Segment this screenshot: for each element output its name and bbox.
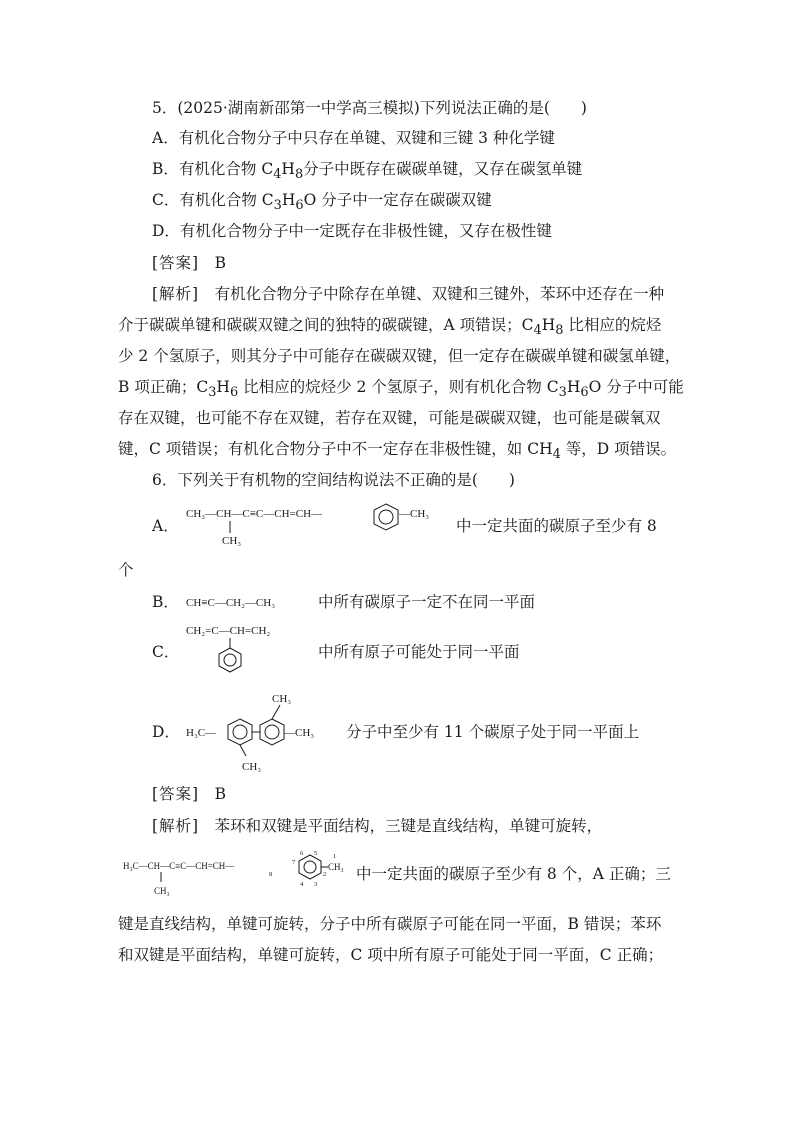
q5-analysis-line-6: 键，C 项错误；有机化合物分子中不一定存在非极性键，如 $CH_4$ 等，D 项错误。 [118, 440, 677, 463]
q6-option-d-text: 分子中至少有 11 个碳原子处于同一平面上 [346, 723, 640, 741]
q5-option-a: A．有机化合物分子中只存在单键、双键和三键 3 种化学键 [152, 129, 555, 147]
formula-a-structure [186, 500, 451, 550]
q6-analysis-line-1: [解析] 苯环和双键是平面结构，三键是直线结构，单键可旋转， [152, 817, 603, 835]
q5-analysis-line-4: B 项正确；$C_3H_6$ 比相应的烷烃少 2 个氢原子，则有机化合物 $C_3H_6O$ 分子中可能 [118, 378, 684, 401]
atom-number-8: 8 [269, 871, 273, 878]
q6-option-a-wrap: 个 [118, 561, 134, 579]
q5-analysis-line-5: 存在双键，也可能不存在双键，若存在双键，可能是碳碳双键，也可能是碳氧双 [118, 409, 661, 427]
q6-option-c-label: C． [152, 643, 180, 661]
q6-option-b-label: B． [152, 593, 179, 611]
formula-a-methyl-right: —CH₃ [399, 508, 430, 520]
q5-analysis-line-3: 少 2 个氢原子，则其分子中可能存在碳碳双键，但一定存在碳碳单键和碳氢单键， [118, 347, 681, 365]
atom-number-2: 2 [323, 871, 327, 878]
q5-option-b: B．有机化合物 $C_4H_8$分子中既存在碳碳单键，又存在碳氢单键 [152, 160, 583, 183]
atom-number-6: 6 [300, 850, 304, 857]
q5-answer: [答案] B [152, 254, 227, 272]
q6-option-a-text: 中一定共面的碳原子至少有 8 [456, 517, 657, 535]
formula-d-methyl-top: CH₃ [272, 693, 292, 705]
formula-b-structure [186, 592, 316, 612]
formula-e-methyl-branch: CH₃ [154, 886, 170, 896]
q6-analysis-line-2: 中一定共面的碳原子至少有 8 个，A 正确；三 [356, 865, 671, 883]
q5-stem: 5．(2025·湖南新邵第一中学高三模拟)下列说法正确的是( ) [152, 99, 587, 117]
formula-e-main: H₃C—CH—C≡C—CH=CH— [123, 861, 235, 871]
q5-option-d: D．有机化合物分子中一定既存在非极性键，又存在极性键 [152, 222, 552, 240]
benzene-ring-icon [260, 719, 284, 745]
q6-answer: [答案] B [152, 785, 227, 803]
formula-c-main: CH₂=C—CH=CH₂ [186, 625, 271, 637]
atom-number-7: 7 [292, 859, 296, 866]
q5-option-c: C．有机化合物 $C_3H_6O$ 分子中一定存在碳碳双键 [152, 191, 492, 214]
formula-a-main: CH₃—CH—C≡C—CH=CH— [186, 508, 323, 520]
q5-analysis-line-1: [解析] 有机化合物分子中除存在单键、双键和三键外，苯环中还存在一种 [152, 285, 665, 303]
q6-analysis-line-4: 和双键是平面结构，单键可旋转，C 项中所有原子可能处于同一平面，C 正确； [118, 946, 664, 964]
benzene-ring-icon [219, 648, 241, 672]
q6-option-d-label: D． [152, 723, 180, 741]
formula-d-bottom-bond [240, 745, 246, 756]
benzene-ring-icon [228, 719, 252, 745]
atom-number-1: 1 [333, 853, 337, 860]
formula-c-structure [186, 620, 316, 682]
formula-e-methyl-right: CH₃ [328, 862, 344, 872]
formula-d-structure [186, 688, 346, 776]
atom-number-3: 3 [314, 881, 318, 888]
q6-option-c-text: 中所有原子可能处于同一平面 [318, 643, 520, 661]
q6-stem: 6．下列关于有机物的空间结构说法不正确的是( ) [152, 471, 515, 489]
formula-d-methyl-left: H₃C— [186, 727, 217, 739]
benzene-ring-icon [299, 855, 321, 879]
formula-d-methyl-right: —CH₃ [284, 727, 315, 739]
formula-b-main: CH≡C—CH₂—CH₃ [186, 597, 276, 609]
formula-d-top-bond [272, 705, 280, 719]
benzene-ring-icon [374, 504, 398, 530]
q5-analysis-line-2: 介于碳碳单键和碳碳双键之间的独特的碳碳键，A 项错误；$C_4H_8$ 比相应的烷烃 [118, 316, 662, 339]
atom-number-4: 4 [300, 881, 304, 888]
formula-a-methyl-branch: CH₃ [222, 535, 242, 547]
formula-e-numbered-structure [120, 846, 360, 900]
q6-option-a-label: A． [152, 517, 179, 535]
q6-analysis-line-3: 键是直线结构，单键可旋转，分子中所有碳原子可能在同一平面，B 错误；苯环 [118, 915, 662, 933]
formula-d-methyl-bottom: CH₃ [242, 761, 262, 773]
q6-option-b-text: 中所有碳原子一定不在同一平面 [318, 593, 536, 611]
atom-number-5: 5 [314, 850, 318, 857]
